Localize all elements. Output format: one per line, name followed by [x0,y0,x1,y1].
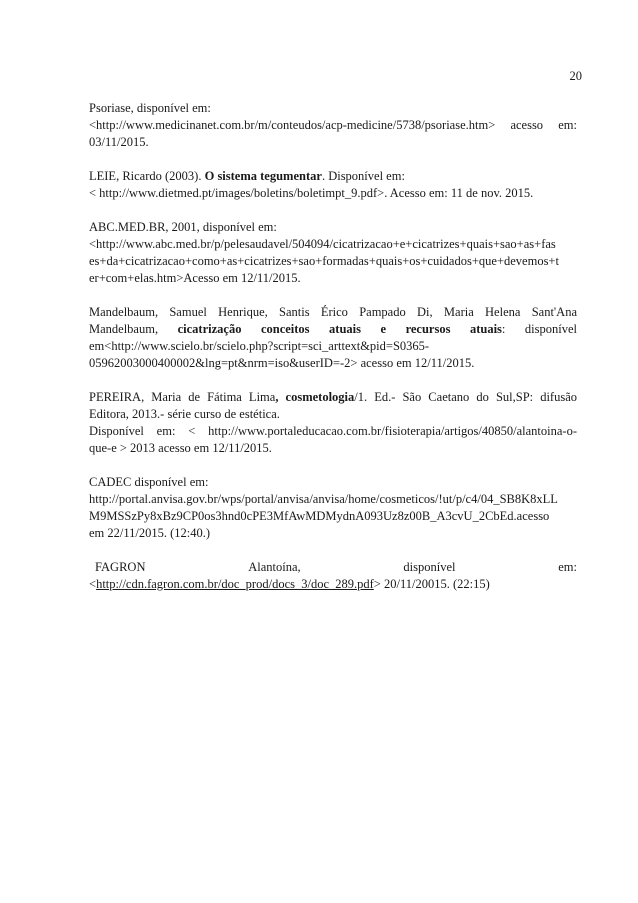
reference-citation [89,168,577,185]
reference-text: Editora, 2013.- série curso de estética. [89,407,280,421]
reference-url: em<http://www.scielo.br/scielo.php?script=sci_arttext&pid=S0365- [89,339,430,353]
reference-abc-med [89,219,577,287]
reference-author: FAGRON [95,560,146,574]
reference-title: O sistema tegumentar [204,169,322,183]
reference-author: Mandelbaum, [89,322,178,336]
reference-url: <http://www.medicinanet.com.br/m/conteudos/acp-medicine/5738/psoriase.htm> acesso em: [89,118,577,132]
reference-mandelbaum [89,304,577,372]
reference-url: M9MSSzPy8xBz9CP0os3hnd0cPE3MfAwMDMydnA093Uz8z00B_A3cvU_2CbEd.acesso [89,509,550,523]
reference-url: <http://www.abc.med.br/p/pelesaudavel/504094/cicatrizacao+e+cicatrizes+quais+sao+as+fas [89,237,556,251]
reference-author: LEIE, Ricardo (2003). [89,169,205,183]
reference-url: < http://www.dietmed.pt/images/boletins/boletimpt_9.pdf>. Acesso em: 11 de nov. 2015. [89,186,534,200]
reference-text: > 20/11/20015. (22:15) [373,577,490,591]
reference-title: cicatrização conceitos atuais e recursos atuais [177,322,502,336]
reference-text: disponível [403,560,456,574]
reference-citation [89,321,577,338]
reference-author: PEREIRA, Maria de Fátima Lima [89,390,276,404]
reference-url-line [89,576,577,593]
reference-fagron [89,559,577,593]
reference-authors: Mandelbaum, Samuel Henrique, Santis Érico Pampado Di, Maria Helena Sant'Ana [89,305,577,319]
reference-title: , cosmetologia [275,390,355,404]
reference-text: . Disponível em: [321,169,405,183]
reference-list [89,100,577,610]
reference-url: http://portal.anvisa.gov.br/wps/portal/anvisa/anvisa/home/cosmeticos/!ut/p/c4/04_SB8K8xLL [89,492,558,506]
reference-url: es+da+cicatrizacao+como+as+cicatrizes+sao+formadas+quais+os+cuidados+que+devemos+t [89,254,559,268]
reference-text: em: [558,560,577,574]
reference-text: em 22/11/2015. (12:40.) [89,526,211,540]
reference-title: Alantoína, [248,560,301,574]
reference-link[interactable]: http://cdn.fagron.com.br/doc_prod/docs_3/doc_289.pdf [96,577,374,591]
reference-text: /1. Ed.- São Caetano do Sul,SP: difusão [354,390,578,404]
reference-text: : disponível [501,322,577,336]
reference-cadec [89,474,577,542]
reference-leie [89,168,577,202]
reference-psoriase [89,100,577,151]
reference-pereira [89,389,577,457]
reference-text: Psoriase, disponível em: [89,101,211,115]
reference-text: < [89,577,97,591]
reference-citation [89,559,577,576]
reference-text: ABC.MED.BR, 2001, disponível em: [89,220,277,234]
page-number: 20 [569,69,582,83]
reference-citation [89,389,577,406]
reference-url: Disponível em: < http://www.portaleducacao.com.br/fisioterapia/artigos/40850/alantoina-o- [89,424,577,438]
reference-url: 05962003000400002&lng=pt&nrm=iso&userID=-2> acesso em 12/11/2015. [89,356,475,370]
reference-url: er+com+elas.htm>Acesso em 12/11/2015. [89,271,301,285]
reference-date: 03/11/2015. [89,135,149,149]
reference-text: CADEC disponível em: [89,475,209,489]
reference-url: que-e > 2013 acesso em 12/11/2015. [89,441,272,455]
